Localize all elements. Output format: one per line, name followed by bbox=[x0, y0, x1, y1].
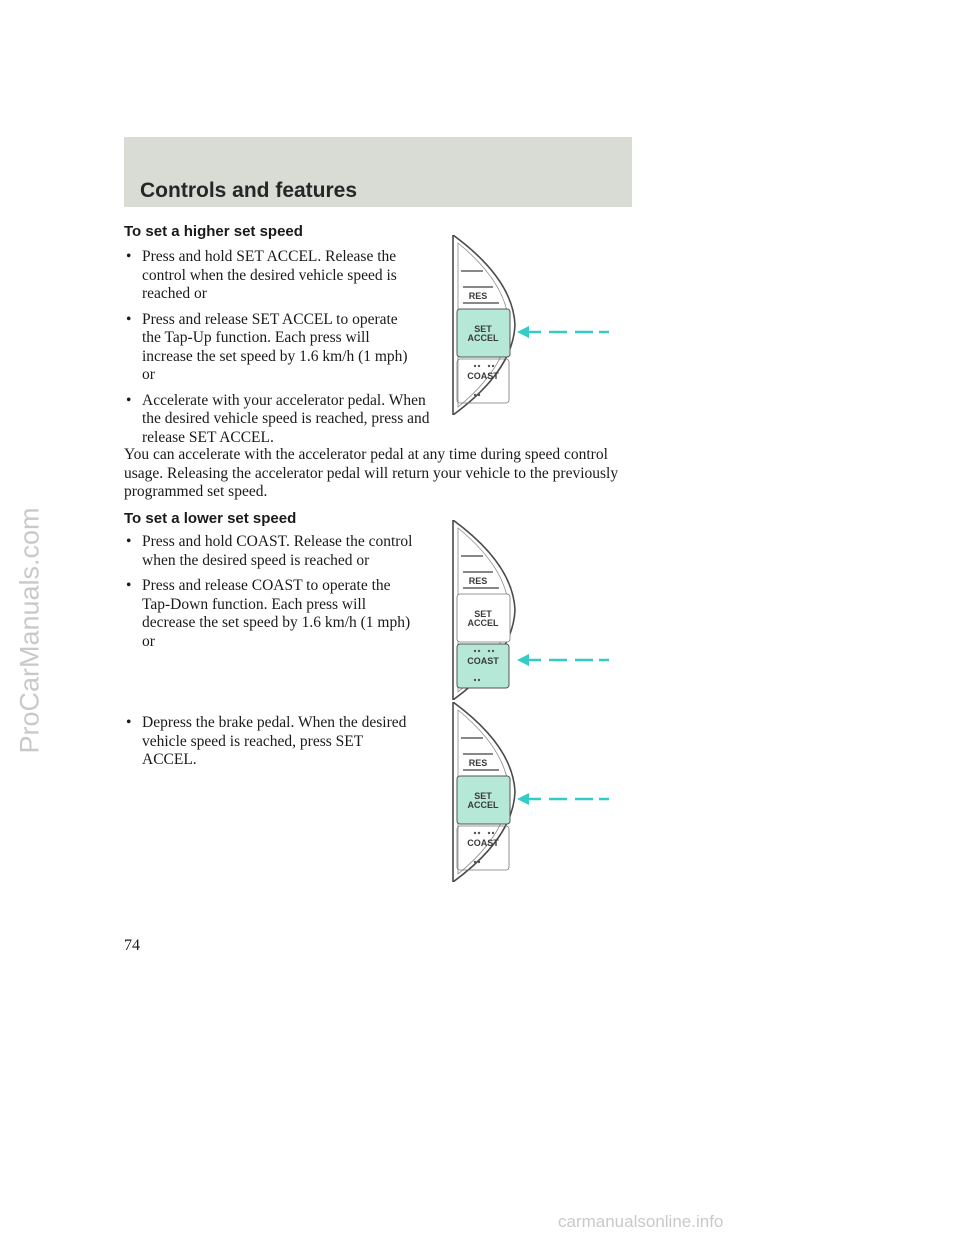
res-label: RES bbox=[468, 291, 488, 301]
bullet-list-lower bbox=[126, 533, 416, 658]
side-watermark: ProCarManuals.com bbox=[14, 506, 45, 754]
speed-control-switch-figure-set-accel bbox=[445, 235, 615, 415]
accel-label: ACCEL bbox=[467, 618, 499, 628]
footer-watermark: carmanualsonline.info bbox=[558, 1212, 724, 1231]
list-item: • Press and release COAST to operate the Tap-Down function. Each press will decrease the set speed by 1.6 km/h (1 mph) or bbox=[126, 577, 411, 650]
set-label: SET bbox=[474, 324, 492, 334]
speed-control-switch-figure-set-accel-resume bbox=[445, 702, 615, 882]
set-label: SET bbox=[474, 609, 492, 619]
coast-label: COAST bbox=[467, 656, 499, 666]
bullet-list-lower-cont bbox=[126, 714, 416, 777]
page-number: 74 bbox=[124, 937, 140, 954]
set-label: SET bbox=[474, 791, 492, 801]
heading-higher-set-speed: To set a higher set speed bbox=[124, 223, 303, 240]
list-item: • Press and hold SET ACCEL. Release the control when the desired vehicle speed is reached or bbox=[126, 248, 397, 302]
bullet-list-higher bbox=[126, 248, 430, 454]
list-item: • Press and release SET ACCEL to operate the Tap-Up function. Each press will increase the set speed by 1.6 km/h (1 mph) or bbox=[126, 310, 408, 383]
accel-label: ACCEL bbox=[467, 800, 499, 810]
paragraph-accelerate: You can accelerate with the accelerator pedal at any time during speed control usage. Releasing the accelerator pedal will return your vehicle to the previously programmed set speed. bbox=[124, 446, 619, 500]
section-header-band bbox=[124, 137, 632, 207]
res-label: RES bbox=[468, 758, 488, 768]
list-item: • Press and hold COAST. Release the control when the desired speed is reached or bbox=[126, 533, 413, 569]
list-item: • Depress the brake pedal. When the desired vehicle speed is reached, press SET ACCEL. bbox=[126, 714, 407, 768]
speed-control-switch-figure-coast bbox=[445, 520, 615, 700]
accel-label: ACCEL bbox=[467, 333, 499, 343]
list-item: • Accelerate with your accelerator pedal. When the desired vehicle speed is reached, press and release SET ACCEL. bbox=[126, 391, 430, 446]
res-label: RES bbox=[468, 576, 488, 586]
section-title: Controls and features bbox=[140, 179, 358, 202]
coast-label: COAST bbox=[467, 371, 499, 381]
heading-lower-set-speed: To set a lower set speed bbox=[124, 510, 297, 527]
coast-label: COAST bbox=[467, 838, 499, 848]
